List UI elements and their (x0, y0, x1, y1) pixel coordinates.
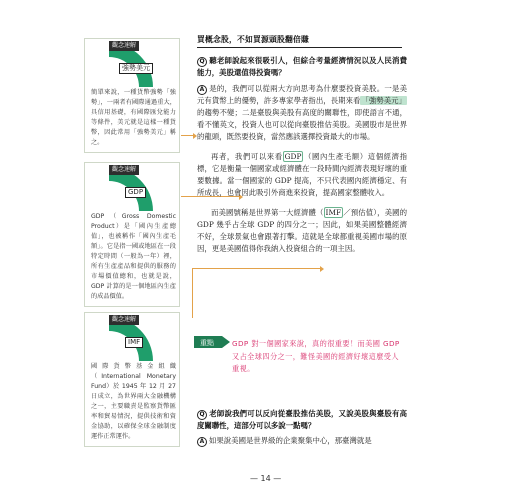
glossary-card-strong-dollar (84, 38, 180, 153)
glossary-tag: 觀念速解 (109, 315, 139, 325)
boxed-term-gdp: GDP (284, 152, 302, 161)
glossary-tag: 觀念速解 (109, 165, 139, 175)
connector-line (181, 135, 195, 136)
question-text: 老師說我們可以反向從臺股推估美股，又說美股與臺股有高度關聯性，這部分可以多說一點嗎？ (197, 409, 407, 430)
boxed-term-imf: IMF (325, 208, 342, 217)
main-column (197, 34, 407, 255)
section-title: 買概念股，不如買源頭股翻倍賺 (197, 34, 402, 48)
answer-text: 如果說美國是世界級的企業聚集中心，那臺灣就是 (209, 436, 372, 445)
answer-text: ／預估值），美國的 GDP 幾乎占全球 GDP 的四分之一；因此，如果美國整體經濟不好，全球景氣也會跟著打擊。這就是全球都重視美國市場的原因，更是美國值得你我納入投資組合的一項主因。 (197, 208, 407, 253)
q-badge-icon: Q (197, 410, 207, 420)
glossary-term: 強勢美元 (119, 63, 153, 74)
qa-block-1 (197, 55, 407, 255)
connector-line (192, 268, 322, 269)
page-number: — 14 — (250, 474, 282, 483)
glossary-card-imf (84, 312, 180, 447)
answer-paragraph (197, 435, 407, 447)
answer-paragraph (197, 83, 407, 143)
answer-text: 是的，我們可以從兩大方向思考為什麼要投資美股。一是美元有貨幣上的優勢，許多專家學者指出，長期來看 (197, 84, 407, 105)
glossary-tag: 觀念速解 (109, 41, 139, 51)
glossary-header (84, 312, 180, 360)
glossary-header (84, 162, 180, 210)
q-badge-icon: Q (197, 57, 207, 67)
a-badge-icon: A (197, 437, 207, 447)
glossary-term: IMF (125, 337, 143, 348)
highlight-strong-dollar: 「強勢美元」 (361, 96, 406, 105)
answer-text: 的趨勢不變；二是臺股與美股有高度的關聯性，即使語言不通，看不懂英文，投資人也可以從向臺股推估美股。美國股市是世界的龍頭，既然要投資，當然應該選擇投資最大的市場。 (197, 108, 407, 141)
glossary-card-gdp (84, 162, 180, 307)
glossary-header (84, 38, 180, 86)
key-point-text: GDP 對一個國家來說，真的很重要！而美國 GDP 又占全球四分之一，難怪美國的經濟好壞這麼受人重視。 (232, 339, 400, 373)
glossary-body: 簡單來說，一種貨幣強勢「強勢」，一兩者有國際通過重大，具信用基礎，有國際匯兌能力等條件，美元就是這樣一種貨幣，因此常用「強勢美元」稱之。 (84, 86, 180, 153)
glossary-term: GDP (125, 187, 146, 198)
answer-text: （國內生產毛額）這個經濟指標，它是衡量一個國家或經濟體在一段時間內經濟表現好壞的重要數據。當一個國家的 GDP 提高，不只代表國內經濟穩定、有所成長，也會因此吸引外商進來投資，提高國家整體收入。 (197, 152, 407, 197)
qa-block-2 (197, 408, 407, 447)
a-badge-icon: A (197, 85, 207, 95)
connector-line (192, 268, 193, 318)
answer-text: 而美國號稱是世界第一大經濟體（ (211, 208, 324, 217)
question (197, 55, 407, 79)
question-text: 聽老師說起來很吸引人，但綜合考量經濟情況以及人民消費能力，美股還值得投資嗎？ (197, 56, 407, 77)
question (197, 408, 407, 432)
key-point-tag-icon (194, 336, 230, 348)
glossary-body: 國際貨幣基金組織（International Monetary Fund）於 1945 年 12 月 27 日成立，為世界兩大金融機構之一，主要職責是監察貨幣匯率和貿易情況，提供技術和資金協助，以確保全球金融制度運作正常運作。 (84, 360, 180, 447)
answer-paragraph (197, 207, 407, 255)
key-point-tag-label: 重點 (200, 339, 214, 347)
glossary-body: GDP（Gross Domestic Product）是「國內生產總值」，也被稱作「國內生產毛額」。它是指一國或地區在一段特定時間（一般為一年）裡，所有生產產品和提供的服務的市場價值總和，也就是說，GDP 計算的是一個地區內生產的成品價值。 (84, 210, 180, 307)
answer-paragraph (197, 151, 407, 199)
answer-text: 再者，我們可以來看 (211, 152, 283, 161)
